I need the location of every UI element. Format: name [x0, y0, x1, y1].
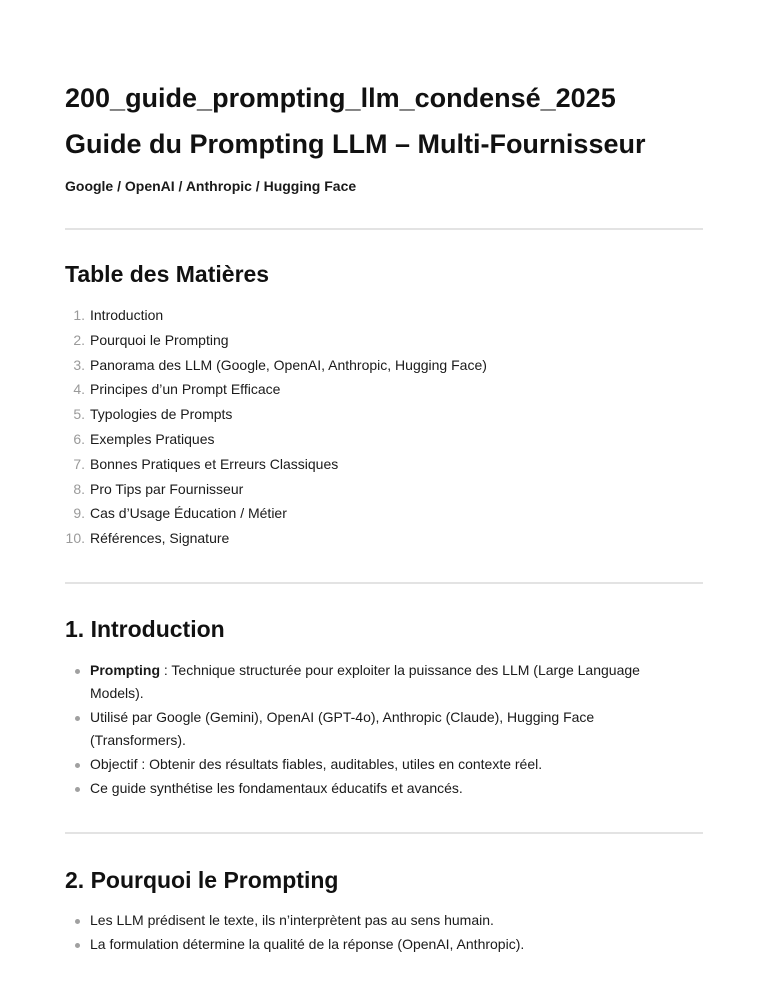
bullet-icon: [75, 669, 80, 674]
document-subtitle: Google / OpenAI / Anthropic / Hugging Face: [65, 178, 357, 194]
toc-item-references[interactable]: 10. Références, Signature: [65, 530, 230, 547]
toc-item-panorama[interactable]: 3. Panorama des LLM (Google, OpenAI, Anthropic, Hugging Face): [73, 356, 487, 373]
document-title: Guide du Prompting LLM – Multi-Fournisseur: [65, 129, 646, 159]
divider: [65, 228, 703, 230]
toc-item-exemples[interactable]: 6. Exemples Pratiques: [73, 430, 215, 447]
section-heading-pourquoi: 2. Pourquoi le Prompting: [65, 867, 339, 893]
term-bold: Prompting: [90, 662, 160, 678]
list-item: Prompting : Technique structurée pour exploiter la puissance des LLM (Large Language Models).: [65, 659, 685, 705]
list-item: Objectif : Obtenir des résultats fiables, auditables, utiles en contexte réel.: [65, 753, 685, 776]
bullet-icon: [75, 919, 80, 924]
list-item: Les LLM prédisent le texte, ils n’interprètent pas au sens humain.: [65, 909, 685, 932]
toc-item-pro-tips[interactable]: 8. Pro Tips par Fournisseur: [73, 480, 244, 497]
bullet-icon: [75, 787, 80, 792]
toc-item-label: Cas d’Usage Éducation / Métier: [90, 505, 287, 522]
toc-item-principes[interactable]: 4. Principes d’un Prompt Efficace: [73, 381, 281, 398]
toc-item-label: Pro Tips par Fournisseur: [90, 480, 244, 497]
pourquoi-list: [65, 909, 685, 957]
table-of-contents: [65, 305, 487, 553]
file-title: 200_guide_prompting_llm_condensé_2025: [65, 83, 616, 113]
toc-item-introduction[interactable]: 1. Introduction: [73, 307, 164, 323]
toc-item-pourquoi[interactable]: 2. Pourquoi le Prompting: [73, 331, 229, 348]
list-item: Ce guide synthétise les fondamentaux éducatifs et avancés.: [65, 777, 685, 800]
toc-item-label: Bonnes Pratiques et Erreurs Classiques: [90, 455, 339, 472]
list-item: La formulation détermine la qualité de la réponse (OpenAI, Anthropic).: [65, 933, 685, 956]
toc-item-label: Pourquoi le Prompting: [90, 331, 229, 348]
introduction-list: [65, 659, 685, 801]
divider: [65, 582, 703, 584]
toc-item-label: Introduction: [90, 307, 164, 323]
bullet-icon: [75, 943, 80, 948]
toc-item-label: Exemples Pratiques: [90, 430, 215, 447]
toc-heading: Table des Matières: [65, 261, 270, 287]
bullet-icon: [75, 716, 80, 721]
list-item: Utilisé par Google (Gemini), OpenAI (GPT-4o), Anthropic (Claude), Hugging Face (Transformers).: [65, 706, 685, 752]
toc-item-cas-usage[interactable]: 9. Cas d’Usage Éducation / Métier: [73, 505, 287, 522]
toc-item-label: Principes d’un Prompt Efficace: [90, 381, 281, 398]
divider: [65, 832, 703, 834]
toc-item-label: Références, Signature: [90, 530, 230, 547]
bullet-icon: [75, 763, 80, 768]
section-heading-introduction: 1. Introduction: [65, 616, 225, 642]
toc-item-label: Typologies de Prompts: [90, 406, 233, 423]
toc-item-label: Panorama des LLM (Google, OpenAI, Anthropic, Hugging Face): [90, 356, 487, 373]
toc-item-typologies[interactable]: 5. Typologies de Prompts: [73, 406, 233, 423]
toc-item-bonnes-pratiques[interactable]: 7. Bonnes Pratiques et Erreurs Classiques: [73, 455, 339, 472]
